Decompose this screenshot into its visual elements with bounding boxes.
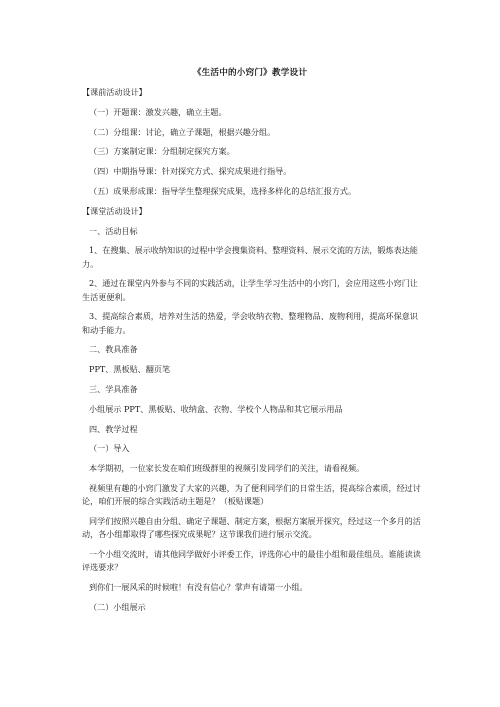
in-class-heading: 【课堂活动设计】	[82, 205, 147, 216]
intro-heading: （一）导入	[89, 443, 130, 454]
document-title: 《生活中的小窍门》教学设计	[192, 68, 308, 78]
goal-2: 2、通过在课堂内外参与不同的实践活动，让学生学习生活中的小窍门，会应用这些小窍门让生活更便利。	[82, 278, 418, 302]
pre-class-item-2: （二）分组课：讨论，确立子课题，根据兴趣分组。	[89, 126, 276, 137]
teacher-prep: PPT、黑板贴、翻页笔	[89, 364, 171, 375]
paragraph-1: 本学期初，一位家长发在咱们班级群里的视频引发同学们的关注，请看视频。	[89, 463, 365, 474]
goals-heading: 一、活动目标	[89, 225, 138, 236]
teacher-prep-heading: 二、教具准备	[89, 344, 138, 355]
paragraph-5: 到你们一展风采的时候啦！有没有信心？掌声有请第一小组。	[89, 581, 308, 592]
group-show-heading: （二）小组展示	[89, 601, 146, 612]
pre-class-item-5: （五）成果形成课：指导学生整理探究成果，选择多样化的总结汇报方式。	[89, 185, 357, 196]
pre-class-item-4: （四）中期指导课：针对探究方式、探究成果进行指导。	[89, 166, 292, 177]
pre-class-heading: 【课前活动设计】	[82, 87, 147, 97]
goal-3: 3、提高综合素质，培养对生活的热爱，学会收纳衣物、整理物品、废物利用，提高环保意识和动手能力。	[82, 311, 418, 335]
student-prep-heading: 三、学具准备	[89, 383, 138, 394]
student-prep: 小组展示 PPT、黑板贴、收纳盒、衣物、学校个人物品和其它展示用品	[89, 403, 343, 414]
document-body	[82, 86, 422, 614]
paragraph-2: 视频里有趣的小窍门激发了大家的兴趣，为了便利同学们的日常生活，提高综合素质，经过讨论，咱们开展的综合实践活动主题是？（板贴课题）	[82, 482, 421, 507]
process-heading: 四、教学过程	[89, 423, 138, 434]
goal-1: 1、在搜集、展示收纳知识的过程中学会搜集资料、整理资料、展示交流的方法，锻炼表达能力。	[82, 245, 418, 269]
pre-class-item-3: （三）方案制定课：分组制定探究方案。	[89, 146, 235, 157]
paragraph-4: 一个小组交流时，请其他同学做好小评委工作，评选你心中的最佳小组和最佳组员。谁能读读评选要求？	[82, 548, 421, 573]
paragraph-3: 同学们按照兴趣自由分组、确定子课题、制定方案，根据方案展开探究，经过这一个多月的活动，各小组都取得了哪些探究成果呢？这节课我们进行展示交流。	[82, 515, 421, 540]
pre-class-item-1: （一）开题课：激发兴趣，确立主题。	[89, 106, 227, 117]
